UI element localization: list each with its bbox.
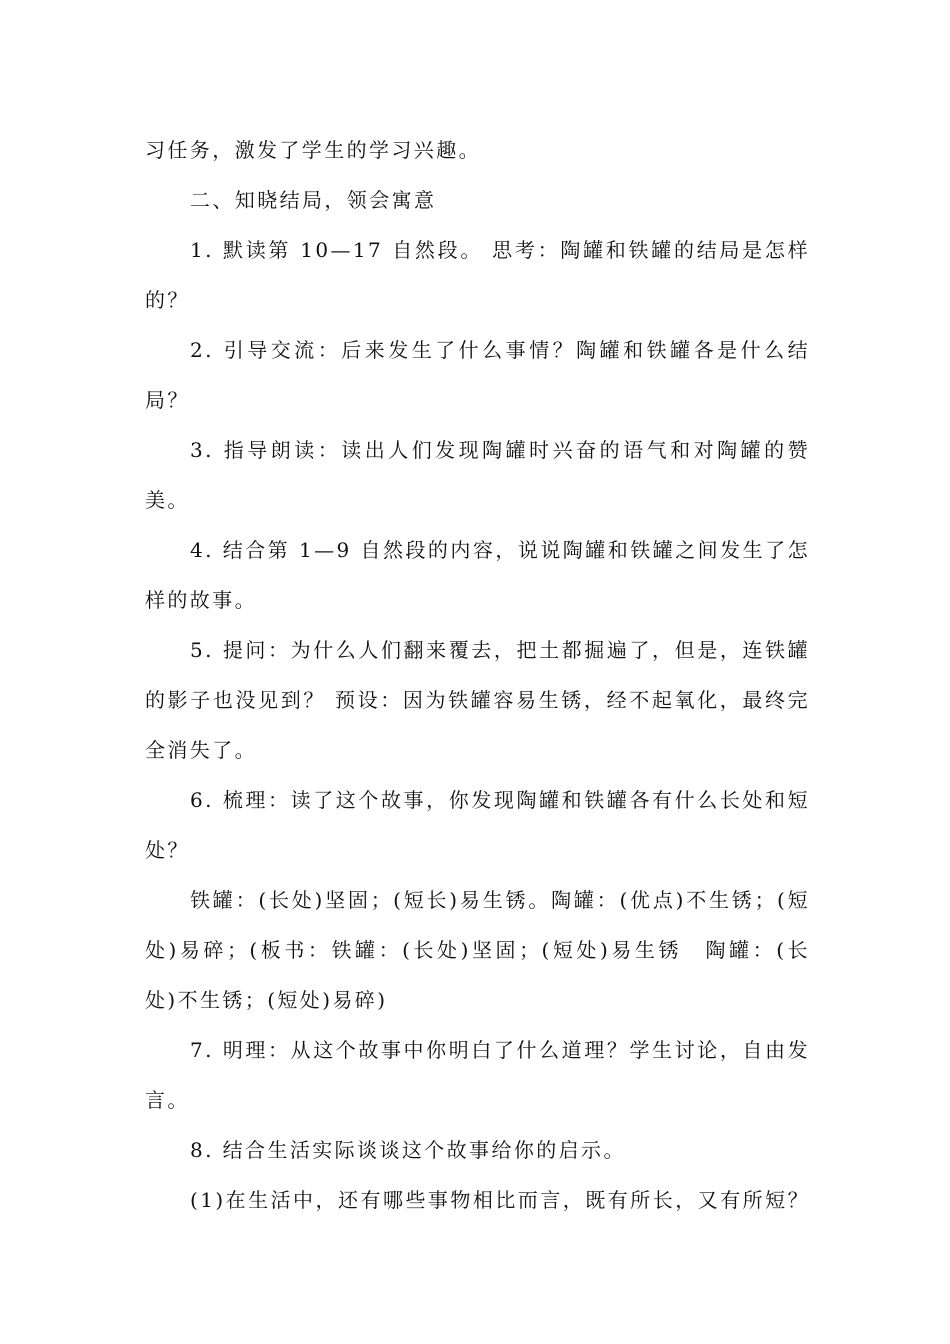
list-item-7-line-1: 7. 明理：从这个故事中你明白了什么道理？学生讨论，自由发 — [190, 1038, 810, 1062]
list-item-5-line-3: 全消失了。 — [145, 738, 257, 762]
list-item-4-line-2: 样的故事。 — [145, 588, 257, 612]
list-item-4-line-1: 4. 结合第 1—9 自然段的内容，说说陶罐和铁罐之间发生了怎 — [190, 538, 810, 562]
list-item-5-line-1: 5. 提问：为什么人们翻来覆去，把土都掘遍了，但是，连铁罐 — [190, 638, 810, 662]
comparison-line-3: 处)不生锈；(短处)易碎) — [145, 988, 388, 1012]
list-item-3-line-2: 美。 — [145, 488, 190, 512]
comparison-line-2: 处)易碎；(板书：铁罐：(长处)坚固；(短处)易生锈 陶罐：(长 — [145, 938, 810, 962]
list-item-6-line-2: 处？ — [145, 838, 190, 862]
section-heading: 二、知晓结局，领会寓意 — [190, 188, 437, 212]
list-item-8: 8. 结合生活实际谈谈这个故事给你的启示。 — [190, 1138, 626, 1162]
comparison-line-1: 铁罐：(长处)坚固；(短长)易生锈。陶罐：(优点)不生锈；(短 — [190, 888, 810, 912]
list-item-6-line-1: 6. 梳理：读了这个故事，你发现陶罐和铁罐各有什么长处和短 — [190, 788, 810, 812]
list-item-5-line-2: 的影子也没见到？ 预设：因为铁罐容易生锈，经不起氧化，最终完 — [145, 688, 810, 712]
list-item-2-line-1: 2. 引导交流：后来发生了什么事情？陶罐和铁罐各是什么结 — [190, 338, 810, 362]
sub-item-1: (1)在生活中，还有哪些事物相比而言，既有所长，又有所短？ — [190, 1188, 810, 1212]
list-item-7-line-2: 言。 — [145, 1088, 190, 1112]
list-item-2-line-2: 局？ — [145, 388, 190, 412]
list-item-3-line-1: 3. 指导朗读：读出人们发现陶罐时兴奋的语气和对陶罐的赞 — [190, 438, 810, 462]
list-item-1-line-2: 的？ — [145, 288, 190, 312]
list-item-1-line-1: 1. 默读第 10—17 自然段。 思考：陶罐和铁罐的结局是怎样 — [190, 238, 810, 262]
paragraph-continuation-line: 习任务，激发了学生的学习兴趣。 — [145, 138, 481, 162]
